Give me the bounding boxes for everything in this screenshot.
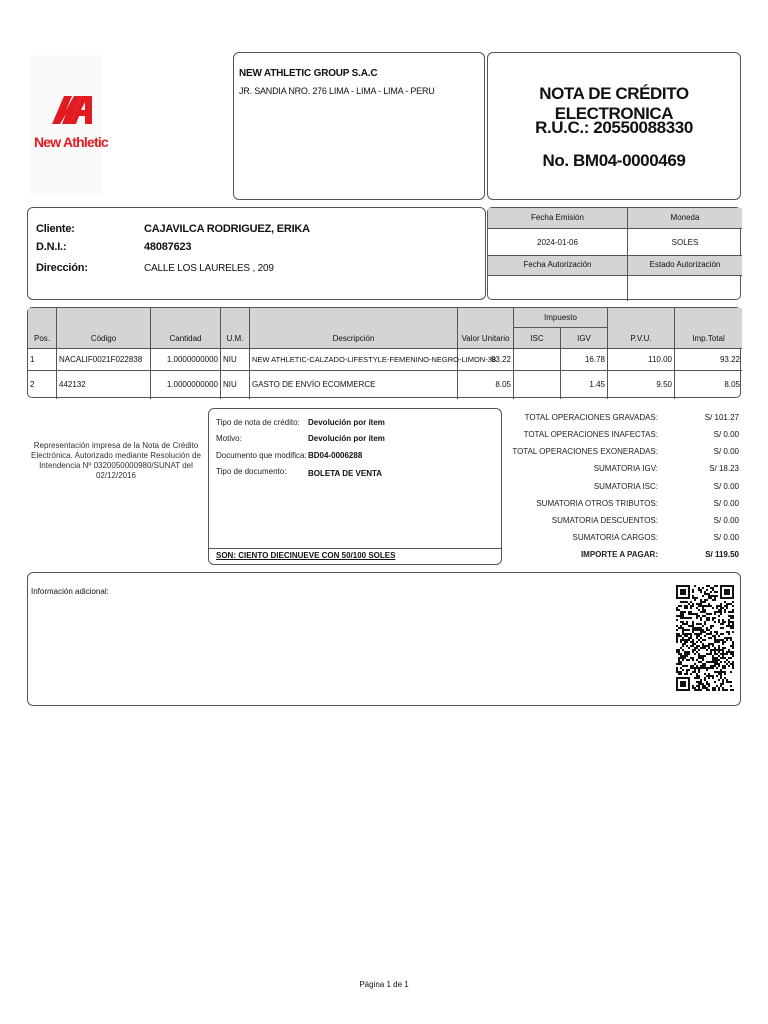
client-dni: 48087623 <box>144 241 192 253</box>
total-value: S/ 0.00 <box>713 516 739 525</box>
total-label: SUMATORIA IGV: <box>593 464 658 473</box>
amount-payable-value: S/ 119.50 <box>705 550 739 559</box>
total-label: TOTAL OPERACIONES EXONERADAS: <box>512 447 658 456</box>
document-ruc: R.U.C.: 20550088330 <box>535 118 693 137</box>
col-isc: ISC <box>514 328 561 349</box>
table-cell-qty: 1.0000000000 <box>151 349 221 371</box>
company-address: JR. SANDIA NRO. 276 LIMA - LIMA - LIMA - PERU <box>239 86 435 96</box>
auth-status <box>628 276 742 301</box>
col-pvu: P.V.U. <box>608 308 675 349</box>
col-description: Descripción <box>250 308 458 349</box>
legal-note: Representación impresa de la Nota de Crédito Electrónica. Autorizado mediante Resolución de Intendencia Nº 0320050000980/SUNAT del 02/12/2016 <box>31 441 201 480</box>
credit-type-label: Tipo de nota de crédito: <box>216 418 300 427</box>
doc-type-label: Tipo de documento: <box>216 467 287 476</box>
dates-grid <box>487 207 741 300</box>
total-value: S/ 101.27 <box>704 413 739 422</box>
amount-in-words: SON: CIENTO DIECINUEVE CON 50/100 SOLES <box>216 551 396 560</box>
table-cell-unit-value: 93.22 <box>458 349 514 371</box>
items-table <box>27 307 741 398</box>
table-cell-description: GASTO DE ENVÍO ECOMMERCE <box>250 371 458 399</box>
auth-date <box>488 276 628 301</box>
qr-code-icon <box>676 585 734 691</box>
credit-type-value: Devolución por ítem <box>308 418 385 427</box>
modified-doc-value: BD04-0006288 <box>308 451 363 460</box>
client-name: CAJAVILCA RODRIGUEZ, ERIKA <box>144 223 310 235</box>
table-cell-pvu: 110.00 <box>608 349 675 371</box>
currency: SOLES <box>628 229 742 256</box>
table-cell-total: 8.05 <box>724 380 740 389</box>
total-label: TOTAL OPERACIONES GRAVADAS: <box>524 413 658 422</box>
table-cell-igv: 16.78 <box>561 349 608 371</box>
total-value: S/ 0.00 <box>713 499 739 508</box>
client-address: CALLE LOS LAURELES , 209 <box>144 263 274 274</box>
col-igv: IGV <box>561 328 608 349</box>
total-label: TOTAL OPERACIONES INAFECTAS: <box>523 430 658 439</box>
total-value: S/ 0.00 <box>713 430 739 439</box>
table-cell-isc <box>514 371 561 399</box>
table-cell-total: 93.22 <box>675 349 742 371</box>
table-cell-um: NIU <box>221 371 250 399</box>
total-value: S/ 0.00 <box>713 482 739 491</box>
total-label: SUMATORIA ISC: <box>593 482 658 491</box>
total-label: SUMATORIA DESCUENTOS: <box>551 516 658 525</box>
auth-date-header: Fecha Autorización <box>488 256 628 276</box>
brand-name: New Athletic <box>34 134 108 150</box>
table-cell-unit-value: 8.05 <box>458 371 514 399</box>
modified-doc-label: Documento que modifica: <box>216 451 307 460</box>
amount-payable-label: IMPORTE A PAGAR: <box>580 550 658 559</box>
col-total: Imp.Total <box>675 308 742 349</box>
table-cell-isc <box>514 349 561 371</box>
reason-label: Motivo: <box>216 434 242 443</box>
issue-date: 2024-01-06 <box>488 229 628 256</box>
table-cell-code: 442132 <box>57 371 151 399</box>
document-number: No. BM04-0000469 <box>542 151 686 170</box>
table-cell-um: NIU <box>221 349 250 371</box>
issue-date-header: Fecha Emisión <box>488 208 628 229</box>
table-cell-pos: 2 <box>28 371 57 399</box>
reason-value: Devolución por ítem <box>308 434 385 443</box>
col-code: Código <box>57 308 151 349</box>
additional-info-box <box>27 572 741 706</box>
total-label: SUMATORIA OTROS TRIBUTOS: <box>536 499 658 508</box>
client-dni-label: D.N.I.: <box>36 241 67 253</box>
page-number: Página 1 de 1 <box>359 980 409 989</box>
client-name-label: Cliente: <box>36 223 75 235</box>
credit-note-box <box>208 408 502 565</box>
table-cell-description: NEW ATHLETIC-CALZADO-LIFESTYLE-FEMENINO-NEGRO-LIMON-38 <box>250 349 458 371</box>
table-cell-code: NACALIF0021F022838 <box>57 349 151 371</box>
col-unit-value: Valor Unitario <box>458 308 514 349</box>
total-label: SUMATORIA CARGOS: <box>572 533 658 542</box>
col-um: U.M. <box>221 308 250 349</box>
client-address-label: Dirección: <box>36 262 88 274</box>
total-value: S/ 0.00 <box>713 533 739 542</box>
table-cell-qty: 1.0000000000 <box>151 371 221 399</box>
table-cell-igv: 1.45 <box>561 371 608 399</box>
document-title: NOTA DE CRÉDITO ELECTRONICA <box>539 84 689 123</box>
client-box <box>27 207 486 300</box>
new-athletic-logo-mark <box>52 96 92 124</box>
table-cell-pos: 1 <box>28 349 57 371</box>
total-value: S/ 18.23 <box>709 464 739 473</box>
auth-status-header: Estado Autorización <box>628 256 742 276</box>
col-tax-group: Impuesto <box>514 308 608 328</box>
currency-header: Moneda <box>628 208 742 229</box>
table-cell-pvu: 9.50 <box>608 371 675 399</box>
doc-type-value: BOLETA DE VENTA <box>308 469 383 478</box>
additional-info-label: Información adicional: <box>31 587 109 596</box>
total-value: S/ 0.00 <box>713 447 739 456</box>
col-pos: Pos. <box>28 308 57 349</box>
col-qty: Cantidad <box>151 308 221 349</box>
logo-area <box>30 55 102 195</box>
company-name: NEW ATHLETIC GROUP S.A.C <box>239 68 378 79</box>
credit-note-divider <box>208 548 502 549</box>
